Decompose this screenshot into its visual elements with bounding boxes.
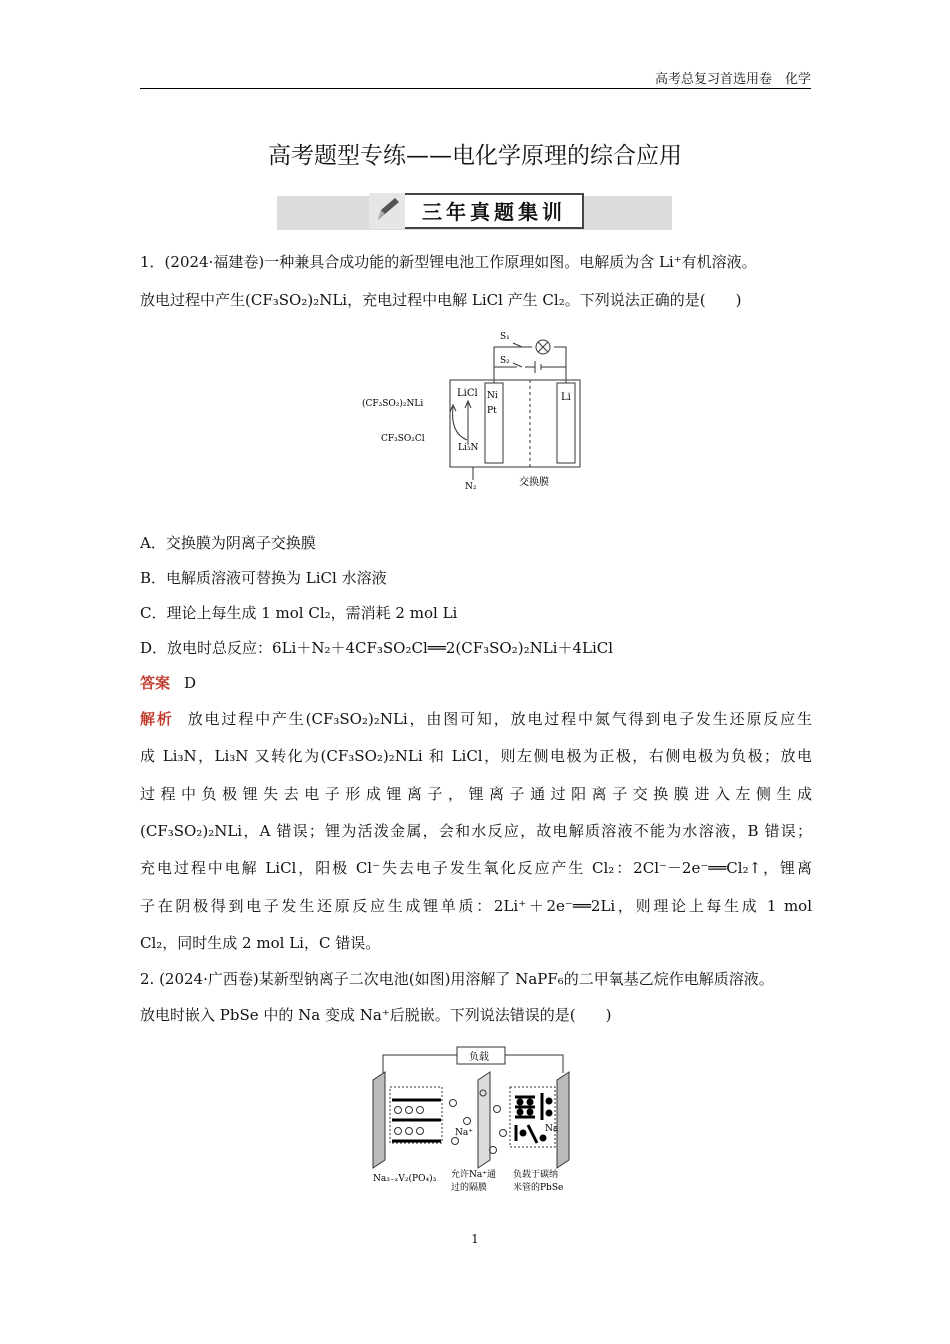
- page-number: 1: [471, 1232, 479, 1246]
- product-label: (CF₃SO₂)₂NLi: [362, 399, 424, 409]
- analysis-label: 解析: [140, 710, 174, 728]
- na-ion-label: Na⁺: [455, 1128, 473, 1138]
- q2-stem-line1: 2. (2024·广西卷)某新型钠离子二次电池(如图)用溶解了 NaPF₆的二甲氧基乙烷作电解质溶液。: [140, 970, 774, 988]
- switch-s2-label: S₂: [500, 356, 510, 366]
- anode-label-1: 负载于碳纳: [513, 1170, 559, 1180]
- q1-analysis-line4: (CF₃SO₂)₂NLi，A 错误；锂为活泼金属，会和水反应，故电解质溶液不能为水溶液，B 错误；: [140, 822, 812, 840]
- separator-label-2: 过的隔膜: [451, 1183, 488, 1193]
- answer-value: D: [184, 674, 197, 692]
- anode-label-2: 米管的PbSe: [513, 1183, 564, 1193]
- q1-analysis-line6: 子在阴极得到电子发生还原反应生成锂单质：2Li⁺＋2e⁻══2Li，则理论上每生成 1 mol: [140, 897, 812, 915]
- licl-label: LiCl: [457, 388, 478, 399]
- n2-label: N₂: [465, 482, 477, 492]
- answer-label: 答案: [140, 674, 171, 692]
- reagent-label: CF₃SO₂Cl: [381, 434, 425, 444]
- analysis-text: 放电过程中产生(CF₃SO₂)₂NLi，由图可知，放电过程中氮气得到电子发生还原反应生: [187, 710, 812, 728]
- switch-s1-label: S₁: [500, 332, 510, 342]
- page-header: 高考总复习首选用卷 化学: [140, 68, 811, 89]
- q2-battery-figure: [365, 1045, 585, 1205]
- ni-label: Ni: [487, 391, 498, 401]
- q1-analysis-line2: 成 Li₃N，Li₃N 又转化为(CF₃SO₂)₂NLi 和 LiCl，则左侧电极为正极，右侧电极为负极；放电: [140, 747, 812, 765]
- li-electrode-label: Li: [561, 392, 571, 403]
- li3n-label: Li₃N: [458, 443, 479, 453]
- q1-analysis-line7: Cl₂，同时生成 2 mol Li，C 错误。: [140, 934, 381, 952]
- section-banner-title: 三年真题集训: [422, 200, 566, 224]
- q1-analysis-line5: 充电过程中电解 LiCl，阳极 Cl⁻失去电子发生氧化反应产生 Cl₂：2Cl⁻－2e⁻══Cl₂↑，锂离: [140, 859, 812, 877]
- q1-analysis-line1: [140, 709, 812, 729]
- q1-answer-row: [140, 673, 812, 693]
- na-label: Na: [545, 1124, 559, 1134]
- pt-label: Pt: [487, 406, 497, 416]
- q1-option-c: C．理论上每生成 1 mol Cl₂，需消耗 2 mol Li: [140, 604, 458, 622]
- q1-option-b: B．电解质溶液可替换为 LiCl 水溶液: [140, 569, 387, 587]
- pencil-icon: [369, 193, 405, 229]
- q1-analysis-line3: 过程中负极锂失去电子形成锂离子，锂离子通过阳离子交换膜进入左侧生成: [140, 785, 812, 803]
- membrane-label: 交换膜: [519, 477, 549, 488]
- q2-stem-line2: 放电时嵌入 PbSe 中的 Na 变成 Na⁺后脱嵌。下列说法错误的是( ): [140, 1006, 612, 1024]
- q1-stem-line1: 1．(2024·福建卷)一种兼具合成功能的新型锂电池工作原理如图。电解质为含 Li⁺有机溶液。: [140, 253, 757, 271]
- cathode-label: Na₃₋ₓV₂(PO₄)₃: [373, 1174, 437, 1184]
- separator-label-1: 允许Na⁺通: [451, 1170, 496, 1180]
- page-title: 高考题型专练——电化学原理的综合应用: [268, 143, 682, 169]
- q1-option-a: A．交换膜为阴离子交换膜: [140, 534, 316, 552]
- q1-option-d: D．放电时总反应：6Li＋N₂＋4CF₃SO₂Cl══2(CF₃SO₂)₂NLi＋4LiCl: [140, 639, 614, 657]
- load-label: 负载: [469, 1052, 489, 1063]
- q1-stem-line2: 放电过程中产生(CF₃SO₂)₂NLi，充电过程中电解 LiCl 产生 Cl₂。下列说法正确的是( ): [140, 291, 742, 309]
- q1-battery-figure: [355, 325, 595, 495]
